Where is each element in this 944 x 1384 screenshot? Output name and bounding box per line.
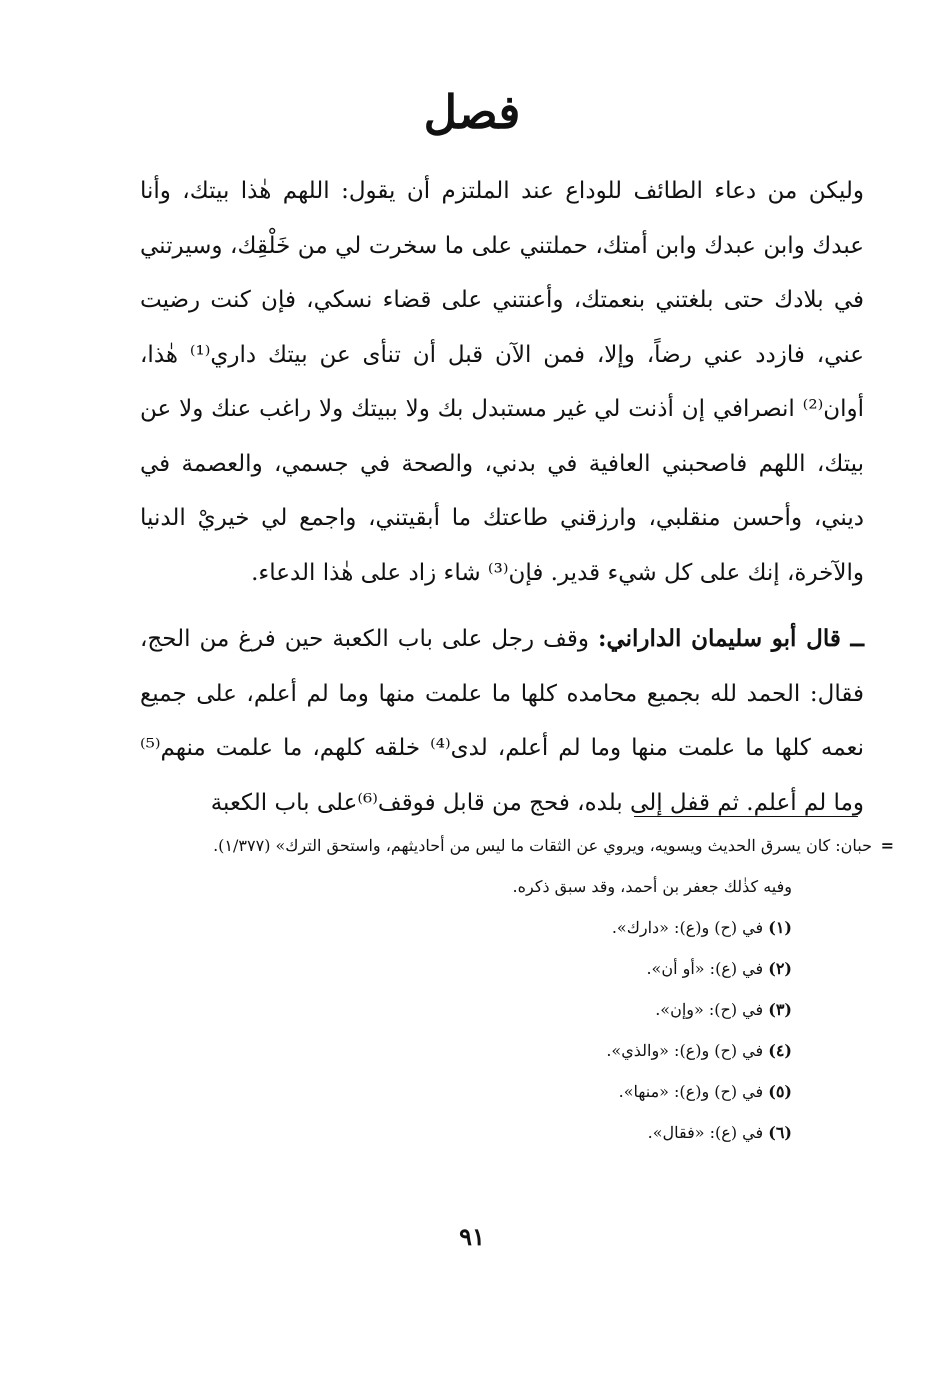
footnote-item (130, 1071, 864, 1112)
footnote-text: في (ح) و(ع): «منها». (618, 1082, 769, 1101)
narrator-lead: ــ قال أبو سليمان الداراني: (597, 625, 864, 652)
page-number: ٩١ (459, 1222, 485, 1251)
footnote-separator (634, 816, 858, 817)
paragraph-darani (140, 612, 864, 830)
footnote-number: (٦) (768, 1123, 792, 1142)
footnote-extra-note: وفيه كذٰلك جعفر بن أحمد، وقد سبق ذكره. (512, 877, 792, 896)
footnote-item (130, 1112, 864, 1153)
footnote-item (130, 989, 864, 1030)
footnote-item (130, 1030, 864, 1071)
footnotes (130, 826, 894, 1153)
footnote-number: (٥) (768, 1082, 792, 1101)
footnote-text: في (ع): «فقال». (647, 1123, 769, 1142)
continuation-marker: = (880, 836, 894, 855)
paragraph-dua: وليكن من دعاء الطائف للوداع عند الملتزم أن يقول: اللهم هٰذا بيتك، وأنا عبدك وابن عبدك وابن أمتك، حملتني على ما سخرت لي من خَلْقِك، وسيرتني في بلادك حتى بلغتني بنعمتك، وأعنتني على قضاء نسكي، فإن كنت رضيت عني، فازدد عني رضاً، وإلا، فمن الآن قبل أن تنأى عن بيتك داري⁽¹⁾ هٰذا، أوان⁽²⁾ انصرافي إن أذنت لي غير مستبدل بك ولا ببيتك ولا راغب عنك ولا عن بيتك، اللهم فاصحبني العافية في بدني، والصحة في جسمي، والعصمة في ديني، وأحسن منقلبي، وارزقني طاعتك ما أبقيتني، واجمع لي خيريْ الدنيا والآخرة، إنك على كل شيء قدير. فإن⁽³⁾ شاء زاد على هٰذا الدعاء. (140, 178, 864, 586)
footnote-number: (٤) (768, 1041, 792, 1060)
footnote-number: (٣) (768, 1000, 792, 1019)
paragraph-darani-text: وقف رجل على باب الكعبة حين فرغ من الحج، فقال: الحمد لله بجميع محامده كلها ما علمت منها وما لم أعلم، على جميع نعمه كلها ما علمت منها وما لم أعلم، لدى⁽⁴⁾ خلقه كلهم، ما علمت منهم⁽⁵⁾ وما لم أعلم. ثم قفل إلى بلده، فحج من قابل فوقف⁽⁶⁾على باب الكعبة (140, 626, 864, 816)
footnote-item (130, 907, 864, 948)
chapter-title: فصل (423, 85, 521, 139)
footnote-text: في (ح) و(ع): «دارك». (611, 918, 769, 937)
footnote-continuation (130, 826, 894, 866)
footnote-number: (١) (768, 918, 792, 937)
footnote-text: في (ح) و(ع): «والذي». (606, 1041, 769, 1060)
footnote-text: في (ع): «أو أن». (646, 959, 769, 978)
footnote-item (130, 948, 864, 989)
continuation-text: حبان: كان يسرق الحديث ويسويه، ويروي عن الثقات ما ليس من أحاديثهم، واستحق الترك» (١/٣٧٧). (213, 836, 872, 855)
main-text (140, 164, 864, 830)
footnote-number: (٢) (768, 959, 792, 978)
footnote-text: في (ح): «وإن». (655, 1000, 769, 1019)
